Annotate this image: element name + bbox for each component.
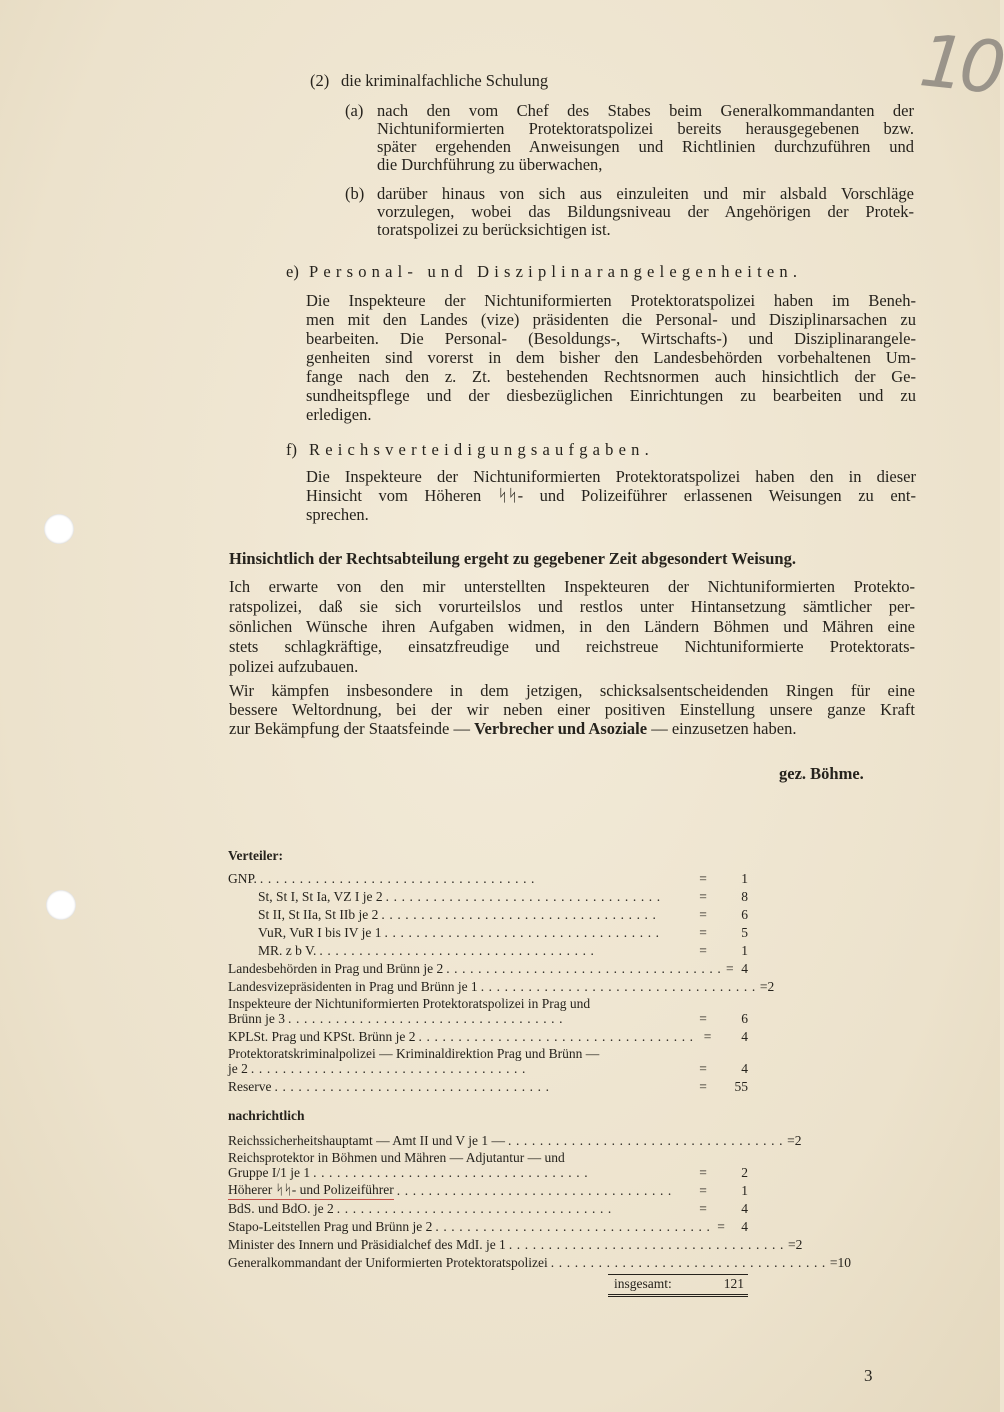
para1-line1: Ich erwarte von den mir unterstellten Inspekteuren der Nichtuniformierten Protekto-	[229, 577, 915, 596]
dist-row: Generalkommandant der Uniformierten Protektoratspolizei ................................... = 10	[228, 1255, 852, 1270]
secF-label: f)	[286, 440, 297, 459]
distribution-list	[228, 848, 852, 1297]
secE-label: e)	[286, 262, 299, 281]
punch-hole-top	[44, 514, 74, 544]
total-label: insgesamt:	[614, 1276, 672, 1291]
total-value: 121	[723, 1276, 744, 1291]
secE-line5: fange nach den z. Zt. bestehenden Rechtsnormen auch hinsichtlich der Ge-	[306, 367, 916, 386]
dist-row-wrap: Protektoratskriminalpolizei — Kriminaldirektion Prag und Brünn —	[228, 1046, 600, 1061]
dist-row: VuR, VuR I bis IV je 1 ................................... = 5	[258, 925, 748, 940]
para2-line2: bessere Weltordnung, bei der wir neben einer positiven Einstellung unsere ganze Kraft	[229, 700, 915, 719]
sec2b-line3: toratspolizei zu berücksichtigen ist.	[377, 220, 611, 239]
rechtsabteilung-note: Hinsichtlich der Rechtsabteilung ergeht zu gegebener Zeit abgesondert Weisung.	[229, 549, 796, 568]
para2-line3-b: Verbrecher und Asoziale	[474, 719, 648, 738]
sec2b-label: (b)	[345, 184, 365, 203]
sec2b-line2: vorzulegen, wobei das Bildungsniveau der Angehörigen der Protek-	[377, 202, 914, 221]
dist-row: Minister des Innern und Präsidialchef des MdI. je 1 ................................... = 2	[228, 1237, 803, 1252]
para1-line2: ratspolizei, daß sie sich vorurteilslos und restlos unter Hintansetzung sämtlicher per-	[229, 597, 915, 616]
dist-row: Stapo-Leitstellen Prag und Brünn je 2 ................................... = 4	[228, 1219, 748, 1234]
secE-line1: Die Inspekteure der Nichtuniformierten Protektoratspolizei haben im Beneh-	[306, 291, 916, 310]
dist-row: MR. z b V. ................................... = 1	[258, 943, 748, 958]
secE-line7: erledigen.	[306, 405, 372, 424]
dist-row: BdS. und BdO. je 2 ................................... = 4	[228, 1201, 748, 1216]
secF-heading: Reichsverteidigungsaufgaben.	[309, 440, 654, 459]
para1-line4: stets schlagkräftige, einsatzfreudige und reichstreue Nichtuniformierte Protektorats-	[229, 637, 915, 656]
dist-row: Reserve ................................... = 55	[228, 1079, 748, 1094]
dist-row: Brünn je 3 ................................... = 6	[228, 1011, 748, 1026]
secF-line3: sprechen.	[306, 505, 369, 524]
signature: gez. Böhme.	[779, 764, 864, 783]
para2-line3-a: zur Bekämpfung der Staatsfeinde —	[229, 719, 475, 738]
secF-line1: Die Inspekteure der Nichtuniformierten Protektoratspolizei haben den in dieser	[306, 467, 916, 486]
secE-line2: men mit den Landes (vize) präsidenten die Personal- und Disziplinarsachen zu	[306, 310, 916, 329]
para1-line5: polizei aufzubauen.	[229, 657, 359, 676]
para2-line3	[229, 718, 915, 739]
secF-line2: Hinsicht vom Höheren ᛋᛋ- und Polizeiführer erlassenen Weisungen zu ent-	[306, 486, 916, 505]
dist-row: KPLSt. Prag und KPSt. Brünn je 2 ................................... = 4	[228, 1029, 748, 1044]
dist-row: Höherer ᛋᛋ- und Polizeiführer ................................... = 1	[228, 1182, 748, 1198]
sec2a-line1: nach den vom Chef des Stabes beim Generalkommandanten der	[377, 101, 914, 120]
para1-line3: sönlichen Wünsche ihren Aufgaben widmen, in den Ländern Böhmen und Mähren eine	[229, 617, 915, 636]
secE-line6: sundheitspflege und der diesbezüglichen Einrichtungen zu bearbeiten und zu	[306, 386, 916, 405]
distribution-heading: Verteiler:	[228, 848, 283, 863]
dist-row: je 2 ................................... = 4	[228, 1061, 748, 1076]
sec2b-line1: darüber hinaus von sich aus einzuleiten und mir alsbald Vorschläge	[377, 184, 914, 203]
para2-line3-c: — einzusetzen haben.	[647, 719, 797, 738]
secE-line3: bearbeiten. Die Personal- (Besoldungs-, Wirtschafts-) und Disziplinarangele-	[306, 329, 916, 348]
distribution-total	[228, 1274, 748, 1297]
distribution-subheading: nachrichtlich	[228, 1108, 305, 1123]
dist-row: St, St I, St Ia, VZ I je 2 ................................... = 8	[258, 889, 748, 904]
sec2-label: (2)	[310, 71, 330, 90]
dist-row: Gruppe I/1 je 1 ................................... = 2	[228, 1165, 748, 1180]
punch-hole-bottom	[46, 890, 76, 920]
dist-row: GNP. ................................... = 1	[228, 871, 748, 886]
sec2a-line4: die Durchführung zu überwachen,	[377, 155, 603, 174]
sec2a-label: (a)	[345, 101, 364, 120]
dist-row: Landesbehörden in Prag und Brünn je 2 ................................... = 4	[228, 961, 748, 976]
sec2-text: die kriminalfachliche Schulung	[341, 71, 549, 90]
folio-number: 10	[915, 18, 1004, 110]
para2-line1: Wir kämpfen insbesondere in dem jetzigen, schicksalsentscheidenden Ringen für eine	[229, 681, 915, 700]
dist-row: Reichssicherheitshauptamt — Amt II und V je 1 — ................................... = 2	[228, 1133, 802, 1148]
dist-row-wrap: Reichsprotektor in Böhmen und Mähren — Adjutantur — und	[228, 1150, 565, 1165]
dist-row: St II, St IIa, St IIb je 2 ................................... = 6	[258, 907, 748, 922]
dist-row: Landesvizepräsidenten in Prag und Brünn je 1 ................................... = 2	[228, 979, 775, 994]
secE-heading: Personal- und Disziplinarangelegenheiten.	[309, 262, 803, 281]
dist-row-wrap: Inspekteure der Nichtuniformierten Protektoratspolizei in Prag und	[228, 996, 591, 1011]
sec2a-line3: später ergehenden Anweisungen und Richtlinien durchzuführen und	[377, 137, 914, 156]
sec2a-line2: Nichtuniformierten Protektoratspolizei bereits herausgegebenen bzw.	[377, 119, 914, 138]
secE-line4: genheiten sind vorerst in dem bisher den Landesbehörden vorbehaltenen Um-	[306, 348, 916, 367]
page-number: 3	[864, 1366, 873, 1385]
